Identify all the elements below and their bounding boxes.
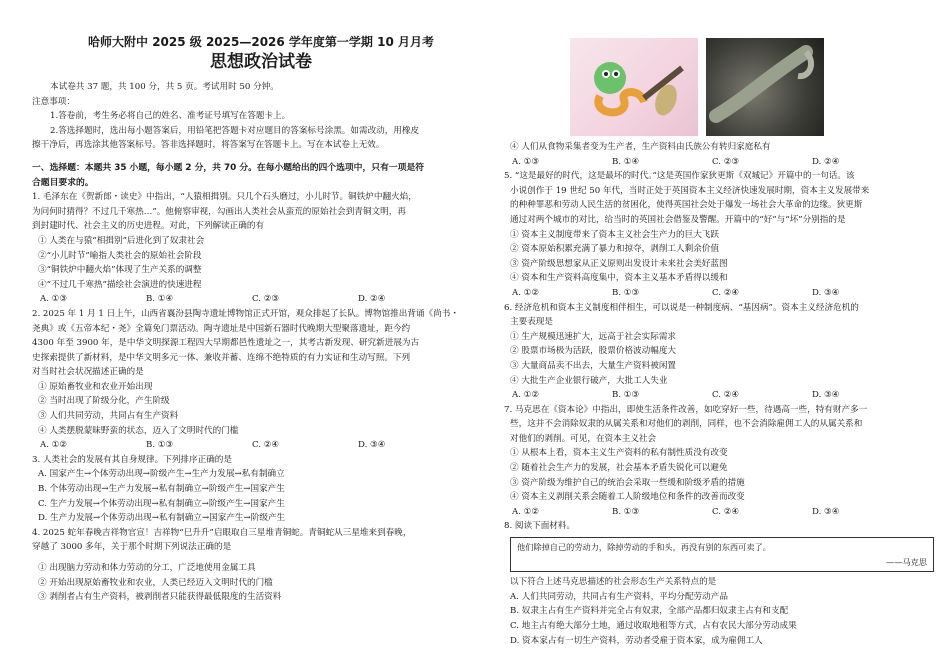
q4-item: ④ 人们从食物采集者变为生产者，生产资料由氏族公有转归家庭私有 <box>510 142 771 152</box>
q2-stem: 2. 2025 年 1 月 1 日上午，山西省襄汾县陶寺遗址博物馆正式开馆，观众排起了长队。博物馆推出背诵《尚书・ <box>32 308 459 319</box>
q6-item: ③ 大量商品卖不出去，大量生产资料被闲置 <box>510 360 677 371</box>
q2-stem: 对当时社会状况描述正确的是 <box>32 367 144 378</box>
q5-stem: 小说创作于 19 世纪 50 年代，当时正处于英国资本主义经济快速发展时期，资本主义发展带来 <box>510 185 870 196</box>
q1-stem: 1. 毛泽东在《贺新郎・读史》中指出，“人猿相揖别。只几个石头磨过，小儿时节。铜铁炉中翻火焰， <box>32 192 417 203</box>
q5-item: ③ 资产阶级思想家从正义原则出发设计未来社会美好蓝图 <box>510 258 728 269</box>
q7-options <box>504 505 934 520</box>
bronze-snake-image <box>706 38 824 136</box>
question-1 <box>32 190 490 307</box>
q1-item: ②“小儿时节”喻指人类社会的原始社会阶段 <box>38 250 202 261</box>
q2-item: ③ 人们共同劳动，共同占有生产资料 <box>38 411 179 422</box>
question-5 <box>504 169 934 300</box>
q5-item: ④ 资本和生产资料高度集中，资本主义基本矛盾得以缓和 <box>510 273 728 284</box>
q7-option-b: B. ①③ <box>612 506 640 517</box>
q4-item: ② 开始出现原始畜牧业和农业，人类已经迈入文明时代的门槛 <box>38 577 273 588</box>
notice-1: 1.答卷前，考生务必将自己的姓名、准考证号填写在答题卡上。 <box>50 111 291 122</box>
q6-option-c: C. ②④ <box>712 390 740 401</box>
q4-option-d: D. ②④ <box>812 156 840 167</box>
q5-stem: 的种种罪恶和劳动人民生活的贫困化，使得英国社会处于爆发一场社会大革命的边缘。狄更斯 <box>510 200 863 211</box>
section-heading <box>32 161 490 190</box>
q4-option-c: C. ②③ <box>712 156 740 167</box>
q5-option-d: D. ③④ <box>812 287 840 298</box>
q2-item: ① 原始畜牧业和农业开始出现 <box>38 381 153 392</box>
q4-stem: 4. 2025 蛇年春晚吉祥物官宣！吉祥物“巳升升”启眼取自三星堆青铜蛇。青铜蛇从三星堆来到春晚， <box>32 527 412 538</box>
notice-2b: 擦干净后，再选涂其他答案标号。答非选择题时，将答案写在答题卡上。写在本试卷上无效。 <box>32 140 385 151</box>
q1-option-b: B. ①④ <box>146 294 174 305</box>
q7-item: ① 从根本上看，资本主义生产资料的私有制性质没有改变 <box>510 448 728 459</box>
section-heading-line2: 合题目要求的。 <box>32 177 94 188</box>
question-7 <box>504 403 934 520</box>
q5-option-c: C. ②④ <box>712 287 740 298</box>
q8-option: C. 地主占有绝大部分土地，通过收取地租等方式，占有农民大部分劳动成果 <box>510 621 797 631</box>
q8-stem: 8. 阅读下面材料。 <box>504 521 576 532</box>
q1-item: ④“不过几千寒热”描绘社会演进的快速进程 <box>38 279 202 290</box>
q6-option-b: B. ①③ <box>612 390 640 401</box>
q5-item: ① 资本主义制度带来了资本主义社会生产力的巨大飞跃 <box>510 229 719 240</box>
q2-option-b: B. ①③ <box>146 440 174 451</box>
q1-item: ① 人类在与猿“相揖别”后进化到了奴隶社会 <box>38 235 205 246</box>
q7-option-a: A. ①② <box>512 506 540 517</box>
snake-mascot-image <box>570 38 698 136</box>
q1-options <box>32 292 490 307</box>
notice-label: 注意事项： <box>32 96 75 107</box>
q1-option-c: C. ②③ <box>252 294 280 305</box>
q4-stem: 穿越了 3000 多年，关于那个时期下列说法正确的是 <box>32 542 232 553</box>
q2-stem: 尧典》或《五帝本纪・尧》全篇免门票活动。陶寺遗址是中国新石器时代晚期大型聚落遗址，距今约 <box>32 323 411 334</box>
q2-option-c: C. ②④ <box>252 440 280 451</box>
q5-option-b: B. ①③ <box>612 287 640 298</box>
q7-option-c: C. ②④ <box>712 506 740 517</box>
q2-option-a: A. ①② <box>40 440 68 451</box>
q2-item: ④ 人类摆脱蒙昧野蛮的状态，迈入了文明时代的门槛 <box>38 425 239 436</box>
q3-option: A. 国家产生→个体劳动出现→阶级产生→生产力发展→私有制确立 <box>38 469 285 480</box>
q3-option: B. 个体劳动出现→生产力发展→私有制确立→阶级产生→国家产生 <box>38 484 285 495</box>
q6-option-a: A. ①② <box>512 390 540 401</box>
q5-stem: 5. “这是最好的时代，这是最坏的时代。”这是英国作家狄更斯《双城记》开篇中的一句话。该 <box>504 171 855 182</box>
q1-item: ③“铜铁炉中翻火焰”体现了生产关系的调整 <box>38 265 202 276</box>
question-4 <box>32 526 490 605</box>
exam-title: 哈师大附中 2025 级 2025—2026 学年度第一学期 10 月月考 <box>88 35 434 49</box>
q4-item: ① 出现脑力劳动和体力劳动的分工，广泛地使用金属工具 <box>38 563 256 573</box>
q7-stem: 7. 马克思在《资本论》中指出，即使生活条件改善，如吃穿好一些，待遇高一些，特有财产多一 <box>504 404 868 415</box>
q1-stem: 到封建时代、社会主义的历史进程。对此，下列解读正确的有 <box>32 221 265 232</box>
q5-option-a: A. ①② <box>512 287 540 298</box>
q4-option-a: A. ①③ <box>512 156 540 167</box>
q4-option-b: B. ①④ <box>612 156 640 167</box>
q8-question: 以下符合上述马克思描述的社会形态生产关系特点的是 <box>510 577 717 588</box>
q8-quote: 他们除掉自己的劳动力，除掉劳动的手和头，再没有别的东西可卖了。 <box>517 542 771 553</box>
question-3 <box>32 453 490 526</box>
q4-options <box>504 155 934 170</box>
q3-option: C. 生产力发展→个体劳动出现→私有制确立→阶级产生→国家产生 <box>38 498 285 509</box>
q5-stem: 通过对两个城市的对比，给当时的英国社会借鉴及警醒。开篇中的“好”与“坏”分别指的是 <box>510 214 846 225</box>
q7-stem: 对他们的剥削。可见，在资本主义社会 <box>510 433 657 444</box>
q2-stem: 4300 年至 3900 年，是中华文明探源工程四大早期都邑性遗址之一，其考古新发现、研究新进展为古 <box>32 338 420 349</box>
q8-option: A. 人们共同劳动，共同占有生产资料，平均分配劳动产品 <box>510 591 728 602</box>
q7-item: ② 随着社会生产力的发展，社会基本矛盾失锐化可以避免 <box>510 463 728 474</box>
q2-option-d: D. ③④ <box>358 440 386 451</box>
question-8 <box>504 519 934 648</box>
notice-2a: 2.答选择题时，选出每小题答案后，用铅笔把答题卡对应题目的答案标号涂黑。如需改动，用橡皮 <box>50 125 420 136</box>
q8-option: B. 奴隶主占有生产资料并完全占有奴隶，全部产品都归奴隶主占有和支配 <box>510 606 789 617</box>
q6-item: ② 股票市场极为活跃，股票价格波动幅度大 <box>510 346 677 357</box>
q7-stem: 些，这并不会消除奴隶的从属关系和对他们的剥削，同样，也不会消除雇佣工人的从属关系和 <box>510 419 863 430</box>
left-column <box>32 0 490 605</box>
q6-stem: 6. 经济危机和资本主义制度相伴相生，可以说是一种制度病、“基因病”。资本主义经济危机的 <box>504 302 859 313</box>
q2-options <box>32 438 490 453</box>
q6-options <box>504 388 934 403</box>
q1-option-a: A. ①③ <box>40 294 68 305</box>
section-heading-line1: 一、选择题：本题共 35 小题，每小题 2 分，共 70 分。在每小题给出的四个选项中，只有一项是符 <box>32 162 425 173</box>
q5-item: ② 资本原始积累充满了暴力和掠夺，剥削工人剩余价值 <box>510 244 719 255</box>
question-4-continued <box>504 140 934 169</box>
q2-stem: 史探索提供了新材料，是中华文明多元一体、兼收并蓄、连绵不绝特质的有力实证和生动写照。下列 <box>32 352 411 363</box>
right-column <box>504 0 934 648</box>
q3-option: D. 生产力发展→个体劳动出现→私有制确立→国家产生→阶级产生 <box>38 513 286 524</box>
question-images <box>570 38 934 136</box>
exam-subject-title: 思想政治试卷 <box>210 52 312 72</box>
q7-item: ④ 资本主义剥削关系会随着工人阶级地位和条件的改善而改变 <box>510 492 745 503</box>
q2-item: ② 当时出现了阶级分化，产生阶级 <box>38 396 170 407</box>
q6-stem: 主要表现是 <box>510 317 553 328</box>
q8-quote-box <box>510 537 934 572</box>
q1-stem: 为问何时猜得？不过几千寒热…”。他俯察审视，勾画出人类社会从蛮荒的原始社会到青铜文明，再 <box>32 206 406 217</box>
q1-option-d: D. ②④ <box>358 294 386 305</box>
q8-quote-source: ——马克思 <box>886 556 927 567</box>
exam-info: 本试卷共 37 题，共 100 分，共 5 页。考试用时 50 分钟。 <box>50 82 279 92</box>
q5-options <box>504 286 934 301</box>
question-6 <box>504 301 934 403</box>
q6-option-d: D. ③④ <box>812 390 840 401</box>
q3-stem: 3. 人类社会的发展有其自身规律。下列排序正确的是 <box>32 454 232 465</box>
q6-item: ① 生产规模迅速扩大，远高于社会实际需求 <box>510 331 677 342</box>
q7-item: ③ 资产阶级为维护自己的统治会采取一些缓和阶级矛盾的措施 <box>510 477 745 488</box>
question-2 <box>32 307 490 453</box>
q7-option-d: D. ③④ <box>812 506 840 517</box>
q4-item: ③ 剥削者占有生产资料，被剥削者只能获得最低限度的生活资料 <box>38 592 282 603</box>
q6-item: ④ 大批生产企业银行破产，大批工人失业 <box>510 375 668 386</box>
q8-option: D. 资本家占有一切生产资料，劳动者受雇于资本家，成为雇佣工人 <box>510 635 763 646</box>
